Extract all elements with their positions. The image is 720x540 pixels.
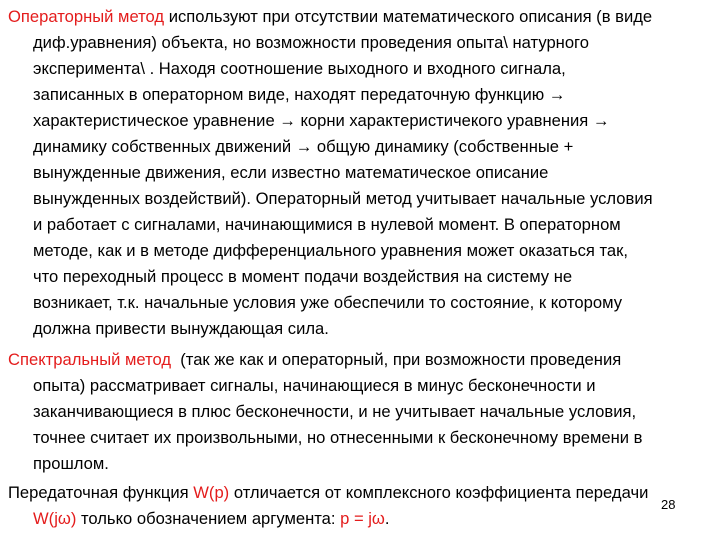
paragraph-line: характеристическое уравнение → корни характеристичекого уравнения → bbox=[33, 111, 610, 130]
transfer-function-symbol: W(p) bbox=[193, 483, 230, 502]
paragraph-line: вынужденных воздействий). Операторный метод учитывает начальные условия bbox=[33, 189, 653, 208]
paragraph-line: динамику собственных движений → общую динамику (собственные + bbox=[33, 137, 574, 156]
spectral-method-term: Спектральный метод bbox=[8, 350, 172, 369]
paragraph-line: эксперимента\ . Находя соотношение выходного и входного сигнала, bbox=[33, 59, 566, 78]
paragraph-line: записанных в операторном виде, находят передаточную функцию → bbox=[33, 85, 566, 104]
line-text: используют при отсутствии математического описания (в виде bbox=[164, 7, 653, 26]
paragraph-line: методе, как и в методе дифференциального уравнения может оказаться так, bbox=[33, 241, 629, 260]
line-text: отличается от комплексного коэффициента передачи bbox=[229, 483, 649, 502]
line-text: (так же как и операторный, при возможности проведения bbox=[171, 350, 622, 369]
paragraph-line: возникает, т.к. начальные условия уже обеспечили то состояние, к которому bbox=[33, 293, 622, 312]
line-text: только обозначением аргумента: bbox=[76, 509, 341, 528]
paragraph-line: точнее считает их произвольными, но отнесенными к бесконечному времени в bbox=[33, 428, 643, 447]
line-text: Передаточная функция bbox=[8, 483, 194, 502]
paragraph-line bbox=[8, 347, 712, 373]
operator-method-term: Операторный метод bbox=[8, 7, 165, 26]
paragraph-line bbox=[8, 480, 712, 506]
transfer-function-paragraph bbox=[8, 480, 712, 532]
paragraph-line: вынужденные движения, если известно математическое описание bbox=[33, 163, 549, 182]
paragraph-line: заканчивающиеся в плюс бесконечности, и не учитывает начальные условия, bbox=[33, 402, 637, 421]
paragraph-line bbox=[8, 506, 712, 532]
paragraph-line bbox=[8, 4, 712, 30]
operator-method-paragraph bbox=[8, 4, 712, 342]
paragraph-line: должна привести вынуждающая сила. bbox=[33, 319, 329, 338]
argument-equation: p = jω bbox=[340, 509, 385, 528]
line-text: . bbox=[384, 509, 390, 528]
paragraph-line: прошлом. bbox=[33, 454, 109, 473]
paragraph-line: диф.уравнения) объекта, но возможности проведения опыта\ натурного bbox=[33, 33, 589, 52]
frequency-response-symbol: W(jω) bbox=[33, 509, 77, 528]
paragraph-line: опыта) рассматривает сигналы, начинающиеся в минус бесконечности и bbox=[33, 376, 596, 395]
page-number: 28 bbox=[661, 497, 676, 512]
spectral-method-paragraph bbox=[8, 347, 712, 477]
paragraph-line: что переходный процесс в момент подачи воздействия на систему не bbox=[33, 267, 573, 286]
paragraph-line: и работает с сигналами, начинающимися в нулевой момент. В операторном bbox=[33, 215, 621, 234]
